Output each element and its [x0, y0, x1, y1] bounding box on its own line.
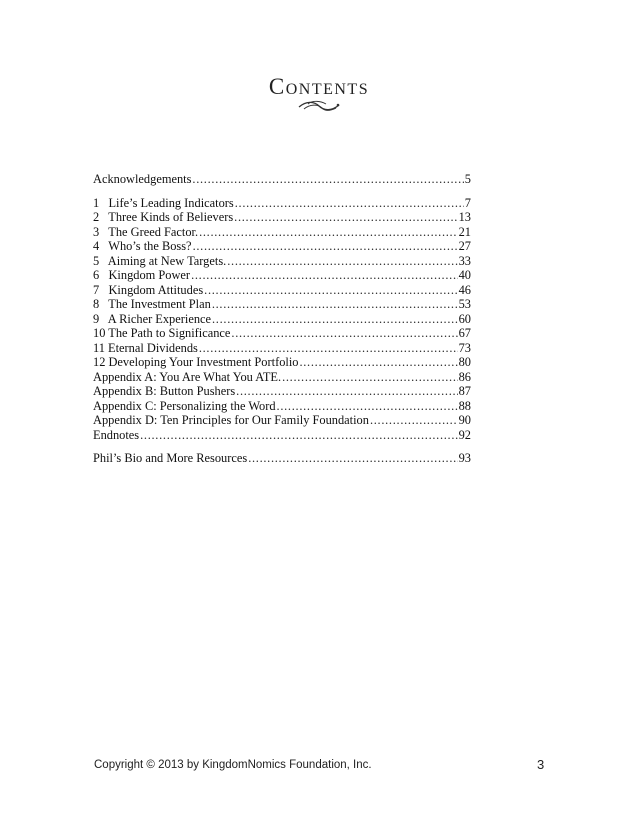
dot-leader	[235, 196, 464, 211]
toc-entry-page: 5	[464, 172, 471, 186]
toc-entry-page: 40	[458, 268, 471, 282]
dot-leader	[193, 239, 458, 254]
toc-entry-label: 3 The Greed Factor.	[93, 224, 199, 239]
page-number: 3	[537, 757, 545, 772]
toc-entry-label: 1 Life’s Leading Indicators	[93, 195, 234, 210]
toc-entry	[93, 413, 471, 428]
toc-entry-page: 67	[458, 326, 471, 340]
toc-entry-page: 90	[458, 413, 471, 427]
toc-entry-label: 8 The Investment Plan	[93, 297, 211, 311]
dot-leader	[227, 254, 457, 269]
flourish-ornament-icon	[296, 98, 342, 114]
table-of-contents	[93, 172, 471, 466]
toc-entry	[93, 297, 471, 312]
toc-entry-page: 33	[458, 253, 471, 268]
toc-entry-label: Phil’s Bio and More Resources	[93, 451, 248, 465]
toc-entry-page: 60	[458, 311, 471, 326]
toc-entry-page: 13	[458, 210, 471, 224]
page-title: Contents	[268, 74, 370, 99]
toc-entry-page: 46	[458, 282, 471, 297]
dot-leader	[248, 451, 457, 466]
dot-leader	[212, 312, 458, 327]
toc-entry-label: 10 The Path to Significance	[93, 326, 231, 340]
toc-entry	[93, 312, 471, 327]
toc-entry	[93, 283, 471, 298]
toc-entry	[93, 172, 471, 187]
copyright-footer: Copyright © 2013 by KingdomNomics Foundation, Inc.	[94, 759, 372, 771]
toc-entry-label: Appendix C: Personalizing the Word	[93, 398, 276, 413]
toc-entry	[93, 268, 471, 283]
toc-entry-label: 6 Kingdom Power	[93, 268, 191, 282]
toc-entry-label: Endnotes	[93, 427, 140, 442]
toc-entry	[93, 384, 471, 399]
toc-entry-page: 87	[458, 384, 471, 398]
toc-entry-label: Appendix D: Ten Principles for Our Family Foundation	[93, 413, 369, 427]
toc-entry-label: 12 Developing Your Investment Portfolio	[93, 355, 299, 369]
dot-leader	[140, 428, 457, 443]
dot-leader	[370, 413, 458, 428]
toc-entry	[93, 225, 471, 240]
toc-entry-page: 93	[458, 451, 471, 465]
toc-entry	[93, 451, 471, 466]
dot-leader	[199, 225, 458, 240]
toc-entry-label: 2 Three Kinds of Believers	[93, 210, 234, 224]
dot-leader	[299, 355, 457, 370]
dot-leader	[231, 326, 457, 341]
dot-leader	[199, 341, 458, 356]
toc-entry-page: 53	[458, 297, 471, 311]
dot-leader	[192, 172, 463, 187]
dot-leader	[204, 283, 457, 298]
toc-entry	[93, 341, 471, 356]
toc-entry	[93, 370, 471, 385]
toc-entry	[93, 428, 471, 443]
dot-leader	[277, 399, 458, 414]
toc-entry	[93, 239, 471, 254]
dot-leader	[234, 210, 457, 225]
toc-entry-page: 27	[458, 239, 471, 253]
toc-entry	[93, 196, 471, 211]
dot-leader	[212, 297, 458, 312]
toc-entry-label: 11 Eternal Dividends	[93, 340, 198, 355]
toc-entry	[93, 326, 471, 341]
toc-entry	[93, 399, 471, 414]
toc-entry-page: 21	[458, 224, 471, 239]
toc-entry-page: 88	[458, 398, 471, 413]
toc-entry	[93, 355, 471, 370]
toc-entry	[93, 254, 471, 269]
toc-entry-page: 86	[458, 369, 471, 384]
toc-entry-label: Appendix B: Button Pushers	[93, 384, 236, 398]
toc-entry-label: 5 Aiming at New Targets.	[93, 253, 227, 268]
toc-entry	[93, 210, 471, 225]
toc-entry-page: 73	[458, 340, 471, 355]
toc-entry-label: Appendix A: You Are What You ATE.	[93, 369, 282, 384]
toc-entry-page: 7	[464, 195, 471, 210]
toc-entry-label: 9 A Richer Experience	[93, 311, 212, 326]
toc-entry-page: 80	[458, 355, 471, 369]
toc-entry-page: 92	[458, 427, 471, 442]
dot-leader	[282, 370, 458, 385]
dot-leader	[191, 268, 458, 283]
toc-entry-label: 4 Who’s the Boss?	[93, 239, 192, 253]
toc-entry-label: 7 Kingdom Attitudes	[93, 282, 204, 297]
dot-leader	[236, 384, 457, 399]
toc-entry-label: Acknowledgements	[93, 172, 192, 186]
